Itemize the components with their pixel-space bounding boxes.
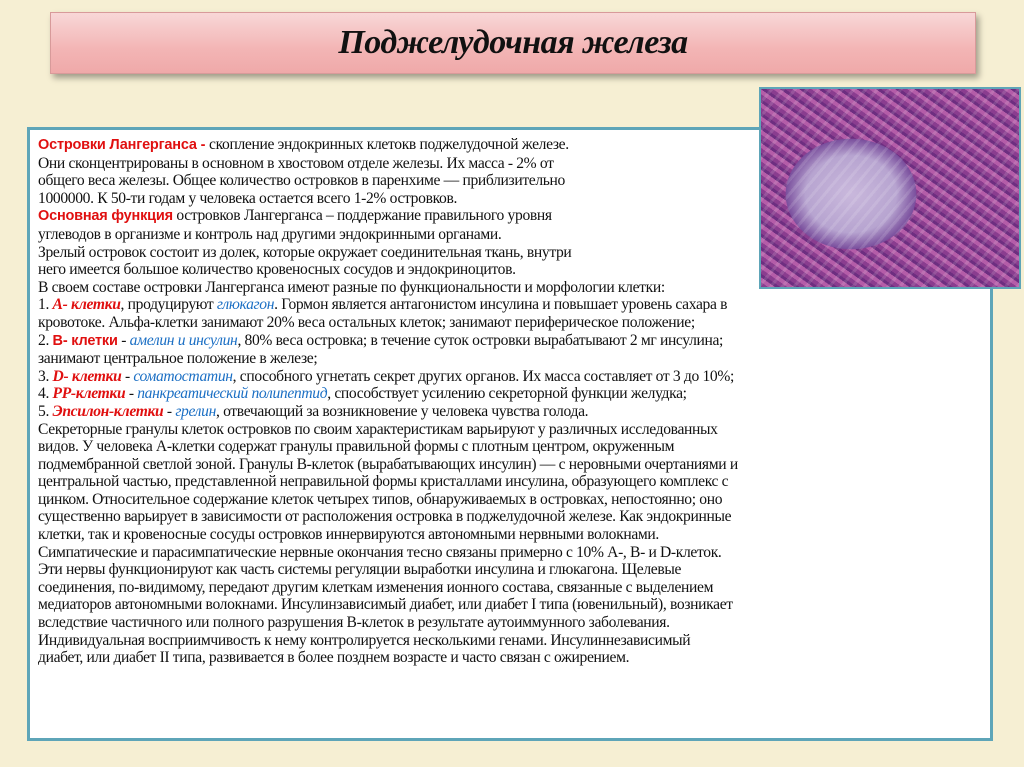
text-line xyxy=(38,350,738,368)
text-segment: клетки, так и кровеносные сосуды островков иннервируются автономными нервными волокнами. xyxy=(38,526,659,544)
text-line xyxy=(38,314,738,332)
highlighted-term: грелин xyxy=(175,402,216,420)
text-line xyxy=(38,403,738,421)
text-line xyxy=(38,244,738,262)
highlighted-term: D- клетки xyxy=(52,367,122,385)
text-line xyxy=(38,544,738,562)
highlighted-term: В- клетки xyxy=(52,332,118,349)
text-segment: Симпатические и парасимпатические нервные окончания тесно связаны примерно с 10% А-, В- и D-клеток. xyxy=(38,543,722,561)
text-segment: видов. У человека А-клетки содержат гранулы правильной формы с плотным центром, окруженным xyxy=(38,438,675,456)
text-line xyxy=(38,526,738,544)
text-segment: В своем составе островки Лангерганса имеют разные по функциональности и морфологии клетки: xyxy=(38,278,665,296)
text-line xyxy=(38,579,738,597)
highlighted-term: А- клетки xyxy=(52,296,121,314)
text-segment: , продуцируют xyxy=(120,296,217,314)
text-segment: Зрелый островок состоит из долек, которые окружает соединительная ткань, внутри xyxy=(38,243,572,261)
text-segment: 1. xyxy=(38,296,53,314)
text-segment: . Гормон является антагонистом инсулина и повышает уровень сахара в xyxy=(274,296,728,314)
text-segment: занимают центральное положение в железе; xyxy=(38,350,318,368)
text-line xyxy=(38,207,738,226)
highlighted-term: Островки Лангерганса - xyxy=(38,137,210,153)
text-line xyxy=(38,491,738,509)
text-segment: центральной частью, представленной неправильной формы кристаллами инсулина, образующего комплекс с xyxy=(38,473,729,491)
text-line xyxy=(38,226,738,244)
text-line xyxy=(38,421,738,439)
text-segment: , 80% веса островка; в течение суток островки вырабатывают 2 мг инсулина; xyxy=(237,331,724,349)
highlighted-term: Эпсилон-клетки xyxy=(52,402,164,420)
highlighted-term: Основная функция xyxy=(38,208,173,225)
text-segment: скопление эндокринных клетокв поджелудочной железе. xyxy=(209,136,569,153)
text-line xyxy=(38,385,738,403)
text-line xyxy=(38,649,738,667)
text-line xyxy=(38,261,738,279)
text-segment: углеводов в организме и контроль над другими эндокринными органами. xyxy=(38,225,502,243)
text-line xyxy=(38,456,738,474)
text-segment: подмембранной светлой зоной. Гранулы В-клеток (вырабатывающих инсулин) — с неровными очертаниями и xyxy=(38,455,738,473)
text-segment: 1000000. К 50-ти годам у человека остается всего 1-2% островков. xyxy=(38,189,458,207)
text-segment: 4. xyxy=(38,385,53,403)
highlighted-term: глюкагон xyxy=(216,296,275,314)
text-segment: диабет, или диабет II типа, развивается в более позднем возрасте и часто связан с ожирением. xyxy=(38,649,630,667)
text-line xyxy=(38,136,738,155)
text-line xyxy=(38,172,738,190)
text-segment: Секреторные гранулы клеток островков по своим характеристикам варьируют у различных исследованных xyxy=(38,420,718,438)
highlighted-term: соматостатин xyxy=(133,367,233,385)
text-line xyxy=(38,190,738,208)
text-segment: Эти нервы функционируют как часть системы регуляции выработки инсулина и глюкагона. Щелевые xyxy=(38,561,682,579)
text-segment: 2. xyxy=(38,331,53,349)
text-line xyxy=(38,296,738,314)
highlighted-term: PP-клетки xyxy=(52,385,126,403)
text-line xyxy=(38,596,738,614)
text-segment: существенно варьирует в зависимости от расположения островка в поджелудочной железе. Как эндокринные xyxy=(38,508,732,526)
text-segment: общего веса железы. Общее количество островков в паренхиме — приблизительно xyxy=(38,172,565,190)
text-line xyxy=(38,332,738,351)
text-line xyxy=(38,279,738,297)
text-segment: 5. xyxy=(38,402,53,420)
text-segment: цинком. Относительное содержание клеток четырех типов, обнаруживаемых в островках, непостоянно; оно xyxy=(38,490,723,508)
highlighted-term: панкреатический полипептид xyxy=(137,385,328,403)
text-segment: островков Лангерганса – поддержание правильного уровня xyxy=(172,207,552,225)
slide-title: Поджелудочная железа xyxy=(338,24,688,61)
text-line xyxy=(38,155,738,173)
body-text xyxy=(38,136,738,667)
text-segment: - xyxy=(121,367,134,385)
text-segment: , способствует усилению секреторной функции желудка; xyxy=(327,385,687,403)
text-segment: - xyxy=(117,331,130,349)
text-line xyxy=(38,368,738,386)
text-segment: , отвечающий за возникновение у человека чувства голода. xyxy=(215,402,589,420)
text-segment: - xyxy=(125,385,138,403)
text-line xyxy=(38,632,738,650)
text-segment: медиаторов автономными волокнами. Инсулинзависимый диабет, или диабет I типа (ювенильный), возникает xyxy=(38,596,733,614)
text-line xyxy=(38,438,738,456)
text-segment: вследствие частичного или полного разрушения В-клеток в результате аутоиммунного заболевания. xyxy=(38,614,670,632)
text-segment: Они сконцентрированы в основном в хвостовом отделе железы. Их масса - 2% от xyxy=(38,154,554,172)
text-line xyxy=(38,473,738,491)
text-segment: соединения, по-видимому, передают другим клеткам изменения ионного состава, связанные с выделением xyxy=(38,578,714,596)
text-segment: - xyxy=(163,402,176,420)
text-segment: , способного угнетать секрет других органов. Их масса составляет от 3 до 10%; xyxy=(232,367,735,385)
text-segment: Индивидуальная восприимчивость к нему контролируется несколькими генами. Инсулиннезависимый xyxy=(38,631,691,649)
text-segment: кровотоке. Альфа-клетки занимают 20% веса остальных клеток; занимают периферическое положение; xyxy=(38,313,695,331)
slide-title-banner xyxy=(50,12,976,74)
islet-micrograph-image xyxy=(759,87,1021,289)
text-segment: него имеется большое количество кровеносных сосудов и эндокриноцитов. xyxy=(38,261,516,279)
text-line xyxy=(38,508,738,526)
text-line xyxy=(38,614,738,632)
text-line xyxy=(38,561,738,579)
text-segment: 3. xyxy=(38,367,53,385)
highlighted-term: амелин и инсулин xyxy=(129,331,238,349)
